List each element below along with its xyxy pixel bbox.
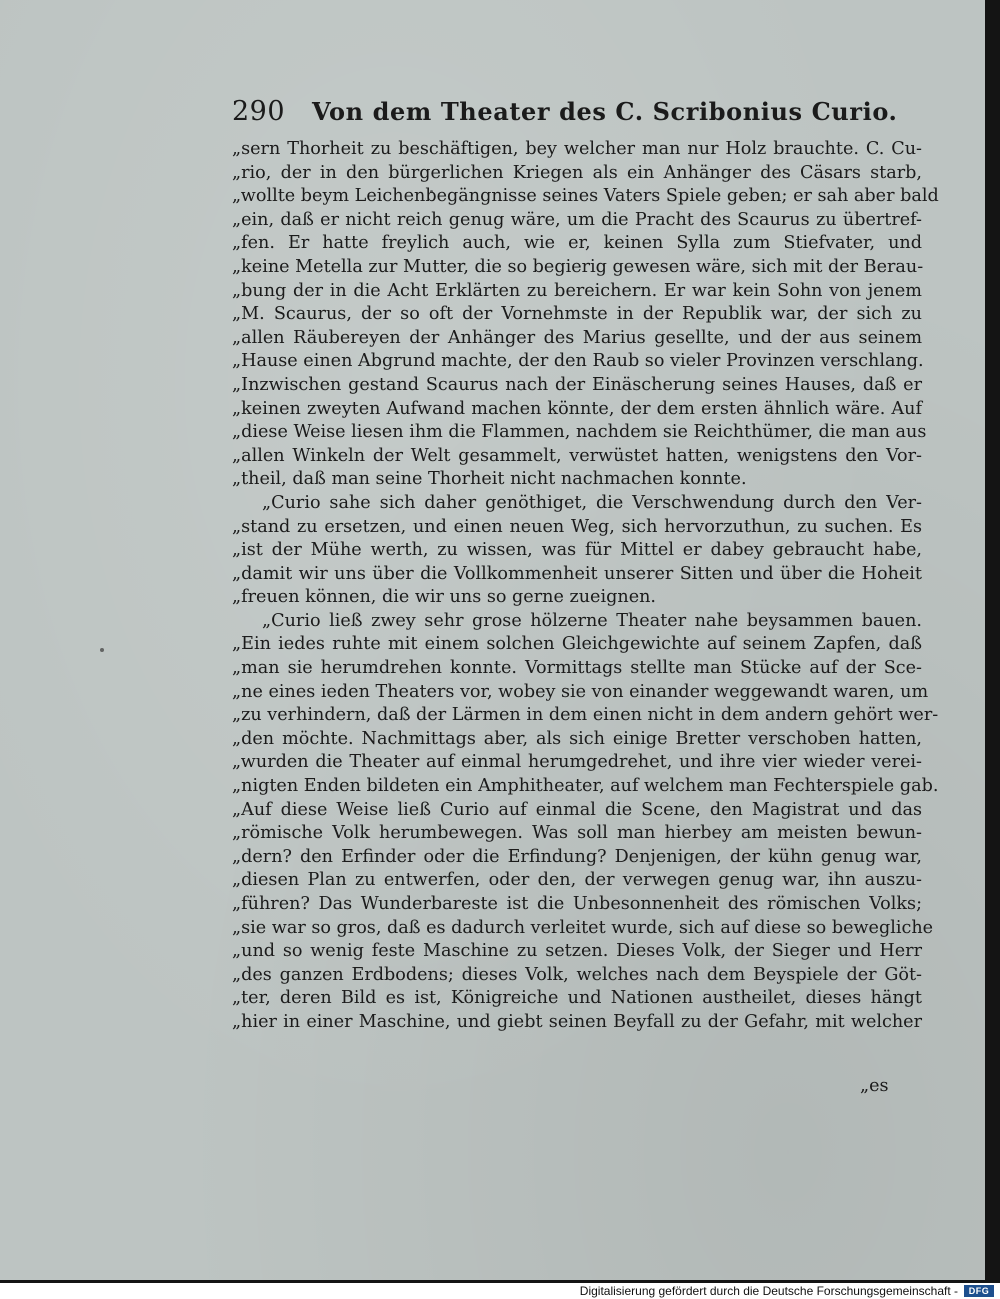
text-line: „bung der in die Acht Erklärten zu bereichern. Er war kein Sohn von jenem	[232, 280, 922, 301]
text-line: „wollte beym Leichenbegängnisse seines Vaters Spiele geben; er sah aber bald	[232, 186, 939, 207]
text-line: „hier in einer Maschine, und giebt seinen Beyfall zu der Gefahr, mit welcher	[232, 1011, 922, 1032]
paper-speck	[100, 648, 104, 652]
text-line: „stand zu ersetzen, und einen neuen Weg, sich hervorzuthun, zu suchen. Es	[232, 516, 922, 537]
text-line: „M. Scaurus, der so oft der Vornehmste in der Republik war, der sich zu	[232, 304, 922, 325]
text-line: „diesen Plan zu entwerfen, oder den, der verwegen genug war, ihn auszu-	[232, 870, 922, 891]
text-line: „wurden die Theater auf einmal herumgedrehet, und ihre vier wieder verei-	[232, 752, 922, 773]
paragraph-end-line: „theil, daß man seine Thorheit nicht nachmachen konnte.	[232, 469, 747, 490]
running-head: Von dem Theater des C. Scribonius Curio.	[312, 97, 898, 126]
text-line: „dern? den Erfinder oder die Erfindung? Denjenigen, der kühn genug war,	[232, 846, 922, 867]
funding-credit: Digitalisierung gefördert durch die Deutsche Forschungsgemeinschaft -	[579, 1284, 958, 1298]
text-line: „nigten Enden bildeten ein Amphitheater, auf welchem man Fechterspiele gab.	[232, 776, 939, 797]
body-text	[232, 138, 939, 1035]
catchword: „es	[860, 1076, 889, 1096]
text-line: „ne eines ieden Theaters vor, wobey sie von einander weggewandt waren, um	[232, 681, 929, 702]
text-line: „man sie herumdrehen konnte. Vormittags stellte man Stücke auf der Sce-	[232, 658, 922, 679]
text-line: „damit wir uns über die Vollkommenheit unserer Sitten und über die Hoheit	[232, 563, 922, 584]
paragraph-start-line: „Curio sahe sich daher genöthiget, die Verschwendung durch den Ver-	[262, 492, 922, 513]
paragraph-end-line: „freuen können, die wir uns so gerne zueignen.	[232, 587, 657, 608]
text-line: „keine Metella zur Mutter, die so begierig gewesen wäre, sich mit der Berau-	[232, 256, 924, 277]
text-line: „Inzwischen gestand Scaurus nach der Einäscherung seines Hauses, daß er	[232, 374, 922, 395]
text-line: „römische Volk herumbewegen. Was soll man hierbey am meisten bewun-	[232, 823, 922, 844]
text-line: „fen. Er hatte freylich auch, wie er, keinen Sylla zum Stiefvater, und	[232, 233, 922, 254]
text-line: „diese Weise liesen ihm die Flammen, nachdem sie Reichthümer, die man aus	[232, 422, 927, 443]
page-header	[232, 96, 922, 136]
text-line: „den möchte. Nachmittags aber, als sich einige Bretter verschoben hatten,	[232, 728, 922, 749]
text-line: „ter, deren Bild es ist, Königreiche und Nationen austheilet, dieses hängt	[232, 988, 922, 1009]
text-line: „sie war so gros, daß es dadurch verleitet wurde, sich auf diese so bewegliche	[232, 917, 934, 938]
text-line: „zu verhindern, daß der Lärmen in dem einen nicht in dem andern gehört wer-	[232, 705, 939, 726]
text-line: „und so wenig feste Maschine zu setzen. Dieses Volk, der Sieger und Herr	[232, 941, 922, 962]
text-line: „allen Räubereyen der Anhänger des Marius gesellte, und der aus seinem	[232, 327, 922, 348]
text-line: „des ganzen Erdbodens; dieses Volk, welches nach dem Beyspiele der Göt-	[232, 964, 922, 985]
text-line: „Ein iedes ruhte mit einem solchen Gleichgewichte auf seinem Zapfen, daß	[232, 634, 922, 655]
text-line: „allen Winkeln der Welt gesammelt, verwüstet hatten, wenigstens den Vor-	[232, 445, 922, 466]
text-line: „keinen zweyten Aufwand machen könnte, der dem ersten ähnlich wäre. Auf	[232, 398, 922, 419]
text-line: „Hause einen Abgrund machte, der den Raub so vieler Provinzen verschlang.	[232, 351, 924, 372]
page-content	[232, 96, 939, 1035]
text-line: „sern Thorheit zu beschäftigen, bey welcher man nur Holz brauchte. C. Cu-	[232, 139, 922, 159]
text-line: „ist der Mühe werth, zu wissen, was für Mittel er dabey gebraucht habe,	[232, 540, 922, 561]
text-line: „Auf diese Weise ließ Curio auf einmal die Scene, den Magistrat und das	[232, 799, 922, 820]
text-line: „führen? Das Wunderbareste ist die Unbesonnenheit des römischen Volks;	[232, 894, 922, 914]
text-line: „rio, der in den bürgerlichen Kriegen als ein Anhänger des Cäsars starb,	[232, 162, 922, 183]
page-number: 290	[232, 96, 286, 127]
paragraph-start-line: „Curio ließ zwey sehr grose hölzerne Theater nahe beysammen bauen.	[262, 610, 922, 631]
dfg-logo: DFG	[964, 1285, 994, 1297]
text-line: „ein, daß er nicht reich genug wäre, um die Pracht des Scaurus zu übertref-	[232, 209, 922, 230]
